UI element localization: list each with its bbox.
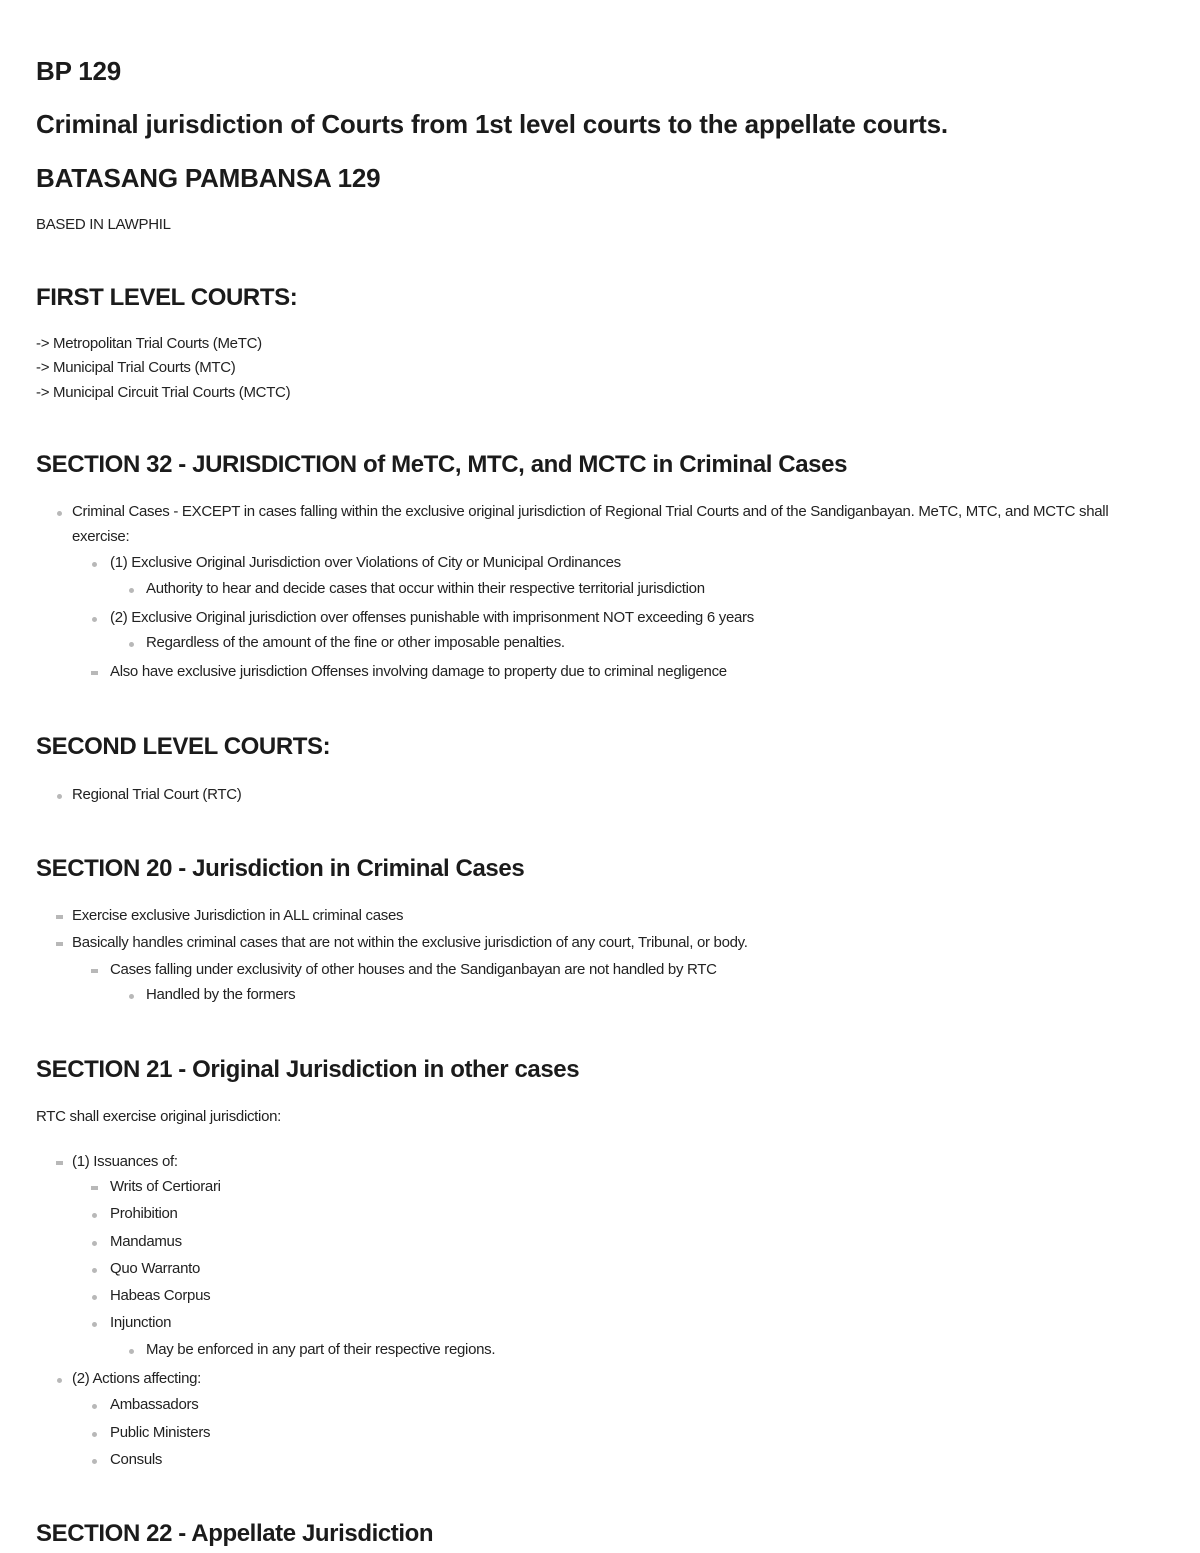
bullet-icon bbox=[129, 1349, 134, 1354]
bullet-icon bbox=[56, 1161, 63, 1165]
section22-heading: SECTION 22 - Appellate Jurisdiction bbox=[36, 1520, 434, 1547]
bullet-icon bbox=[56, 915, 63, 919]
section32-item: Authority to hear and decide cases that occur within their respective territorial jurisdiction bbox=[146, 580, 705, 597]
bullet-icon bbox=[129, 642, 134, 647]
section32-item: Criminal Cases - EXCEPT in cases falling within the exclusive original jurisdiction of Regional Trial Courts and of the Sandiganbayan. MeTC, MTC, and MCTC shall exercise: bbox=[72, 503, 1109, 545]
section21-item: Injunction bbox=[110, 1314, 172, 1331]
bullet-icon bbox=[129, 994, 134, 999]
bullet-icon bbox=[91, 969, 98, 973]
bullet-icon bbox=[57, 1378, 62, 1383]
section21-item: Consuls bbox=[110, 1451, 163, 1468]
bullet-icon bbox=[92, 1459, 97, 1464]
section20-item: Cases falling under exclusivity of other houses and the Sandiganbayan are not handled by RTC bbox=[110, 961, 717, 978]
section21-item: (2) Actions affecting: bbox=[72, 1370, 202, 1387]
bullet-icon bbox=[56, 942, 63, 946]
section21-item: Mandamus bbox=[110, 1233, 182, 1250]
section21-item: Prohibition bbox=[110, 1205, 178, 1222]
section32-item: Also have exclusive jurisdiction Offenses involving damage to property due to criminal negligence bbox=[110, 663, 727, 680]
section32-heading: SECTION 32 - JURISDICTION of MeTC, MTC, and MCTC in Criminal Cases bbox=[36, 451, 848, 478]
doc-subtitle: Criminal jurisdiction of Courts from 1st level courts to the appellate courts. bbox=[36, 109, 948, 139]
section20-item: Handled by the formers bbox=[146, 986, 296, 1003]
section21-item: Quo Warranto bbox=[110, 1260, 201, 1277]
bullet-icon bbox=[92, 562, 97, 567]
bullet-icon bbox=[92, 1268, 97, 1273]
section20-item: Exercise exclusive Jurisdiction in ALL criminal cases bbox=[72, 907, 404, 924]
bullet-icon bbox=[91, 671, 98, 675]
bullet-icon bbox=[57, 794, 62, 799]
first-level-line: -> Municipal Trial Courts (MTC) bbox=[36, 359, 236, 376]
first-level-line: -> Metropolitan Trial Courts (MeTC) bbox=[36, 335, 262, 352]
bullet-icon bbox=[92, 1322, 97, 1327]
second-level-item: Regional Trial Court (RTC) bbox=[72, 786, 242, 803]
section21-item: (1) Issuances of: bbox=[72, 1153, 178, 1170]
second-level-heading: SECOND LEVEL COURTS: bbox=[36, 733, 331, 760]
bullet-icon bbox=[92, 1432, 97, 1437]
section20-item: Basically handles criminal cases that are not within the exclusive jurisdiction of any court, Tribunal, or body. bbox=[72, 934, 748, 951]
first-level-heading: FIRST LEVEL COURTS: bbox=[36, 284, 298, 311]
section21-item: Public Ministers bbox=[110, 1424, 211, 1441]
bullet-icon bbox=[129, 588, 134, 593]
section32-item: Regardless of the amount of the fine or other imposable penalties. bbox=[146, 634, 565, 651]
section20-heading: SECTION 20 - Jurisdiction in Criminal Cases bbox=[36, 855, 525, 882]
act-name-title: BATASANG PAMBANSA 129 bbox=[36, 163, 381, 193]
section21-item: Habeas Corpus bbox=[110, 1287, 211, 1304]
bullet-icon bbox=[91, 1186, 98, 1190]
section21-item: Writs of Certiorari bbox=[110, 1178, 221, 1195]
first-level-line: -> Municipal Circuit Trial Courts (MCTC) bbox=[36, 384, 291, 401]
section21-item: May be enforced in any part of their respective regions. bbox=[146, 1341, 496, 1358]
section21-item: Ambassadors bbox=[110, 1396, 199, 1413]
bullet-icon bbox=[57, 511, 62, 516]
bullet-icon bbox=[92, 1404, 97, 1409]
section21-intro: RTC shall exercise original jurisdiction: bbox=[36, 1108, 282, 1125]
bullet-icon bbox=[92, 617, 97, 622]
section21-heading: SECTION 21 - Original Jurisdiction in other cases bbox=[36, 1056, 580, 1083]
bullet-icon bbox=[92, 1295, 97, 1300]
bullet-icon bbox=[92, 1213, 97, 1218]
bullet-icon bbox=[92, 1241, 97, 1246]
source-note: BASED IN LAWPHIL bbox=[36, 216, 171, 233]
section32-item: (2) Exclusive Original jurisdiction over offenses punishable with imprisonment NOT exceeding 6 years bbox=[110, 609, 754, 626]
section32-item: (1) Exclusive Original Jurisdiction over Violations of City or Municipal Ordinances bbox=[110, 554, 621, 571]
doc-code-title: BP 129 bbox=[36, 56, 122, 86]
